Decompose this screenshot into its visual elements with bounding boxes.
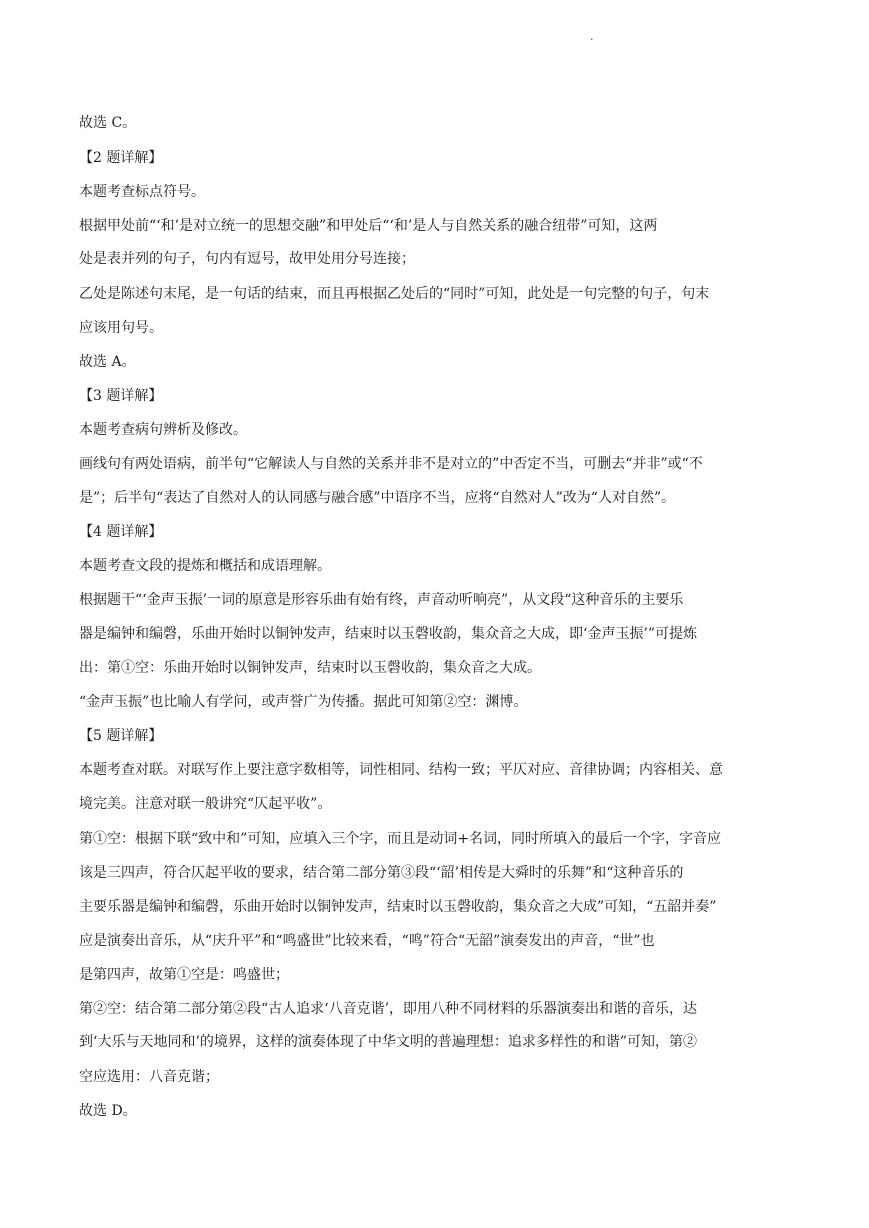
text-line: 第①空：根据下联“致中和”可知，应填入三个字，而且是动词+名词，同时所填入的最后一个字，字音应 — [79, 831, 722, 847]
text-line: 主要乐器是编钟和编磬，乐曲开始时以铜钟发声，结束时以玉磬收韵，集众音之大成”可知，“五韶并奏” — [79, 899, 717, 915]
section-heading: 【3 题详解】 — [79, 388, 163, 404]
text-line: 本题考查对联。对联写作上要注意字数相等，词性相同、结构一致；平仄对应、音律协调；内容相关、意 — [79, 762, 723, 778]
text-line: 处是表并列的句子，句内有逗号，故甲处用分号连接； — [79, 251, 415, 267]
text-line: 第②空：结合第二部分第②段“古人追求‘八音克谐’，即用八种不同材料的乐器演奏出和谐的音乐，达 — [79, 1001, 698, 1017]
section-heading: 【4 题详解】 — [79, 524, 163, 540]
text-line: 画线句有两处语病，前半句“它解读人与自然的关系并非不是对立的”中否定不当，可删去“并非”或“不 — [79, 456, 703, 472]
text-line: 器是编钟和编磬，乐曲开始时以铜钟发声，结束时以玉磬收韵，集众音之大成，即‘金声玉振’”可提炼 — [79, 626, 698, 642]
text-line: 是第四声，故第①空是：鸣盛世； — [79, 967, 289, 983]
text-line: 故选 D。 — [79, 1103, 137, 1119]
text-line: 境完美。注意对联一般讲究“仄起平收”。 — [79, 796, 332, 812]
header-mark: . — [590, 30, 594, 43]
text-line: 到‘大乐与天地同和’的境界，这样的演奏体现了中华文明的普遍理想：追求多样性的和谐”可知，第② — [79, 1034, 698, 1050]
text-line: 空应选用：八音克谐； — [79, 1069, 219, 1085]
text-line: 出：第①空：乐曲开始时以铜钟发声，结束时以玉磬收韵，集众音之大成。 — [79, 660, 541, 676]
text-line: 本题考查病句辨析及修改。 — [79, 422, 247, 438]
text-line: 是”；后半句“表达了自然对人的认同感与融合感”中语序不当，应将“自然对人”改为“人对自然”。 — [79, 490, 676, 506]
text-line: 该是三四声，符合仄起平收的要求，结合第二部分第③段“‘韶’相传是大舜时的乐舞”和“这种音乐的 — [79, 865, 684, 881]
text-line: 应该用句号。 — [79, 320, 163, 336]
text-line: 故选 C。 — [79, 115, 137, 131]
section-heading: 【5 题详解】 — [79, 728, 163, 744]
text-line: 应是演奏出音乐，从“庆升平”和“鸣盛世”比较来看，“鸣”符合“无韶”演奏发出的声音，“世”也 — [79, 933, 655, 949]
text-line: 根据甲处前“‘和’是对立统一的思想交融”和甲处后“‘和’是人与自然关系的融合纽带”可知，这两 — [79, 218, 658, 234]
text-line: 故选 A。 — [79, 354, 136, 370]
text-line: 本题考查文段的提炼和概括和成语理解。 — [79, 558, 331, 574]
text-line: 本题考查标点符号。 — [79, 184, 205, 200]
text-line: 乙处是陈述句末尾，是一句话的结束，而且再根据乙处后的“同时”可知，此处是一句完整的句子，句末 — [79, 286, 710, 302]
text-line: “金声玉振”也比喻人有学问，或声誉广为传播。据此可知第②空：渊博。 — [79, 694, 528, 710]
text-line: 根据题干“‘金声玉振’一词的原意是形容乐曲有始有终，声音动听响亮”，从文段“这种音乐的主要乐 — [79, 592, 684, 608]
section-heading: 【2 题详解】 — [79, 150, 163, 166]
